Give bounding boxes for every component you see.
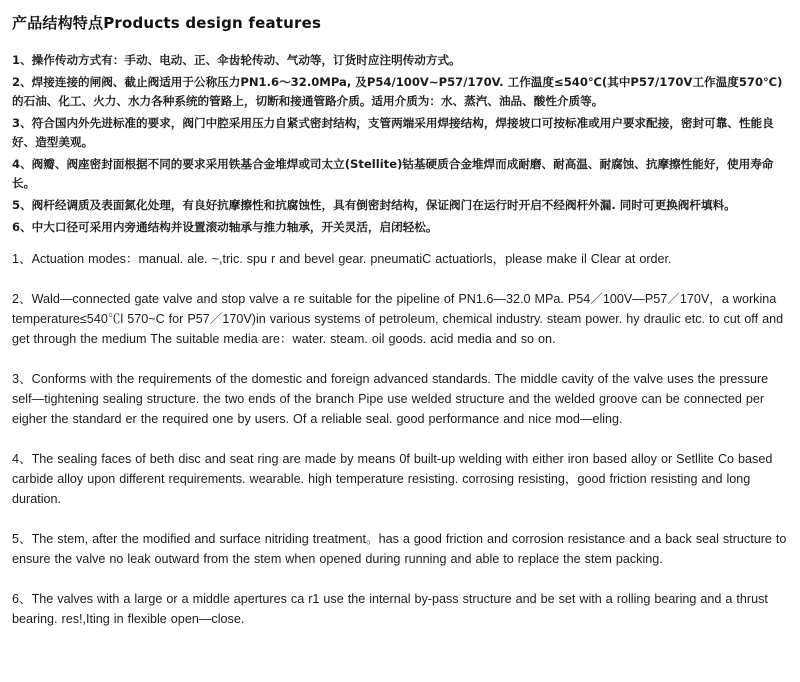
chinese-feature-item: 3、符合国内外先进标准的要求，阀门中腔采用压力自紧式密封结构，支管两端采用焊接结构，焊接坡口可按标准或用户要求配接，密封可靠、性能良好、造型美观。 (12, 116, 774, 149)
chinese-feature-item: 1、操作传动方式有：手动、电动、正、伞齿轮传动、气动等，订货时应注明传动方式。 (12, 53, 461, 67)
chinese-feature-item: 6、中大口径可采用内旁通结构并设置滚动轴承与推力轴承，开关灵活，启闭轻松。 (12, 220, 438, 234)
chinese-feature-item: 2、焊接连接的闸阀、截止阀适用于公称压力PN1.6～32.0MPa, 及P54/100V~P57/170V. 工作温度≤540℃(其中P57/170V工作温度570℃)的石油、化工、火力、水力各种系统的管路上，切断和接通管路介质。适用介质为：水、蒸汽、油品、酸性介质等。 (12, 75, 783, 108)
english-feature-list (12, 249, 788, 629)
english-feature-item: 3、Conforms with the requirements of the domestic and foreign advanced standards. The middle cavity of the valve uses the pressure self—tightening sealing structure. the two ends of the branch Pipe use welded structure and the welded groove can be connected per eigher the standard er the required one by users. Of a reliable seal. good performance and nice mod—eling. (12, 372, 769, 426)
chinese-feature-list (12, 51, 788, 237)
document-page (12, 8, 788, 649)
english-feature-item: 5、The stem, after the modified and surface nitriding treatment。has a good friction and corrosion resistance and a back seal structure to ensure the valve no leak outward from the stem when opened during running and able to replace the stem packing. (12, 532, 787, 566)
page-title: 产品结构特点Products design features (12, 14, 322, 32)
english-feature-item: 6、The valves with a large or a middle apertures ca r1 use the internal by-pass structure and be set with a rolling bearing and a thrust bearing. res!,Iting in flexible open—close. (12, 592, 768, 626)
english-feature-item: 1、Actuation modes：manual. ale. ~,tric. spu r and bevel gear. pneumatiC actuatiorls，please make il Clear at order. (12, 252, 672, 266)
chinese-feature-item: 5、阀杆经调质及表面氮化处理，有良好抗摩擦性和抗腐蚀性，具有倒密封结构，保证阀门在运行时开启不经阀杆外漏. 同时可更换阀杆填料。 (12, 198, 736, 212)
english-feature-item: 2、Wald—connected gate valve and stop valve a re suitable for the pipeline of PN1.6—32.0 MPa. P54／100V—P57／170V，a workina temperature≤540℃l 570~C for P57／170V)in various systems of petroleum, chemical industry. steam power. hy draulic etc. to cut off and get through the medium The suitable media are：water. steam. oil goods. acid media and so on. (12, 292, 784, 346)
chinese-feature-item: 4、阀瓣、阀座密封面根据不同的要求采用铁基合金堆焊或司太立(Stellite)钴基硬质合金堆焊而成耐磨、耐高温、耐腐蚀、抗摩擦性能好，使用寿命长。 (12, 157, 774, 190)
english-feature-item: 4、The sealing faces of beth disc and seat ring are made by means 0f built-up welding with either iron based alloy or Setllite Co based carbide alloy upon different requirements. wearable. high temperature resisting. corrosing resisting，good friction resisting and long duration. (12, 452, 773, 506)
